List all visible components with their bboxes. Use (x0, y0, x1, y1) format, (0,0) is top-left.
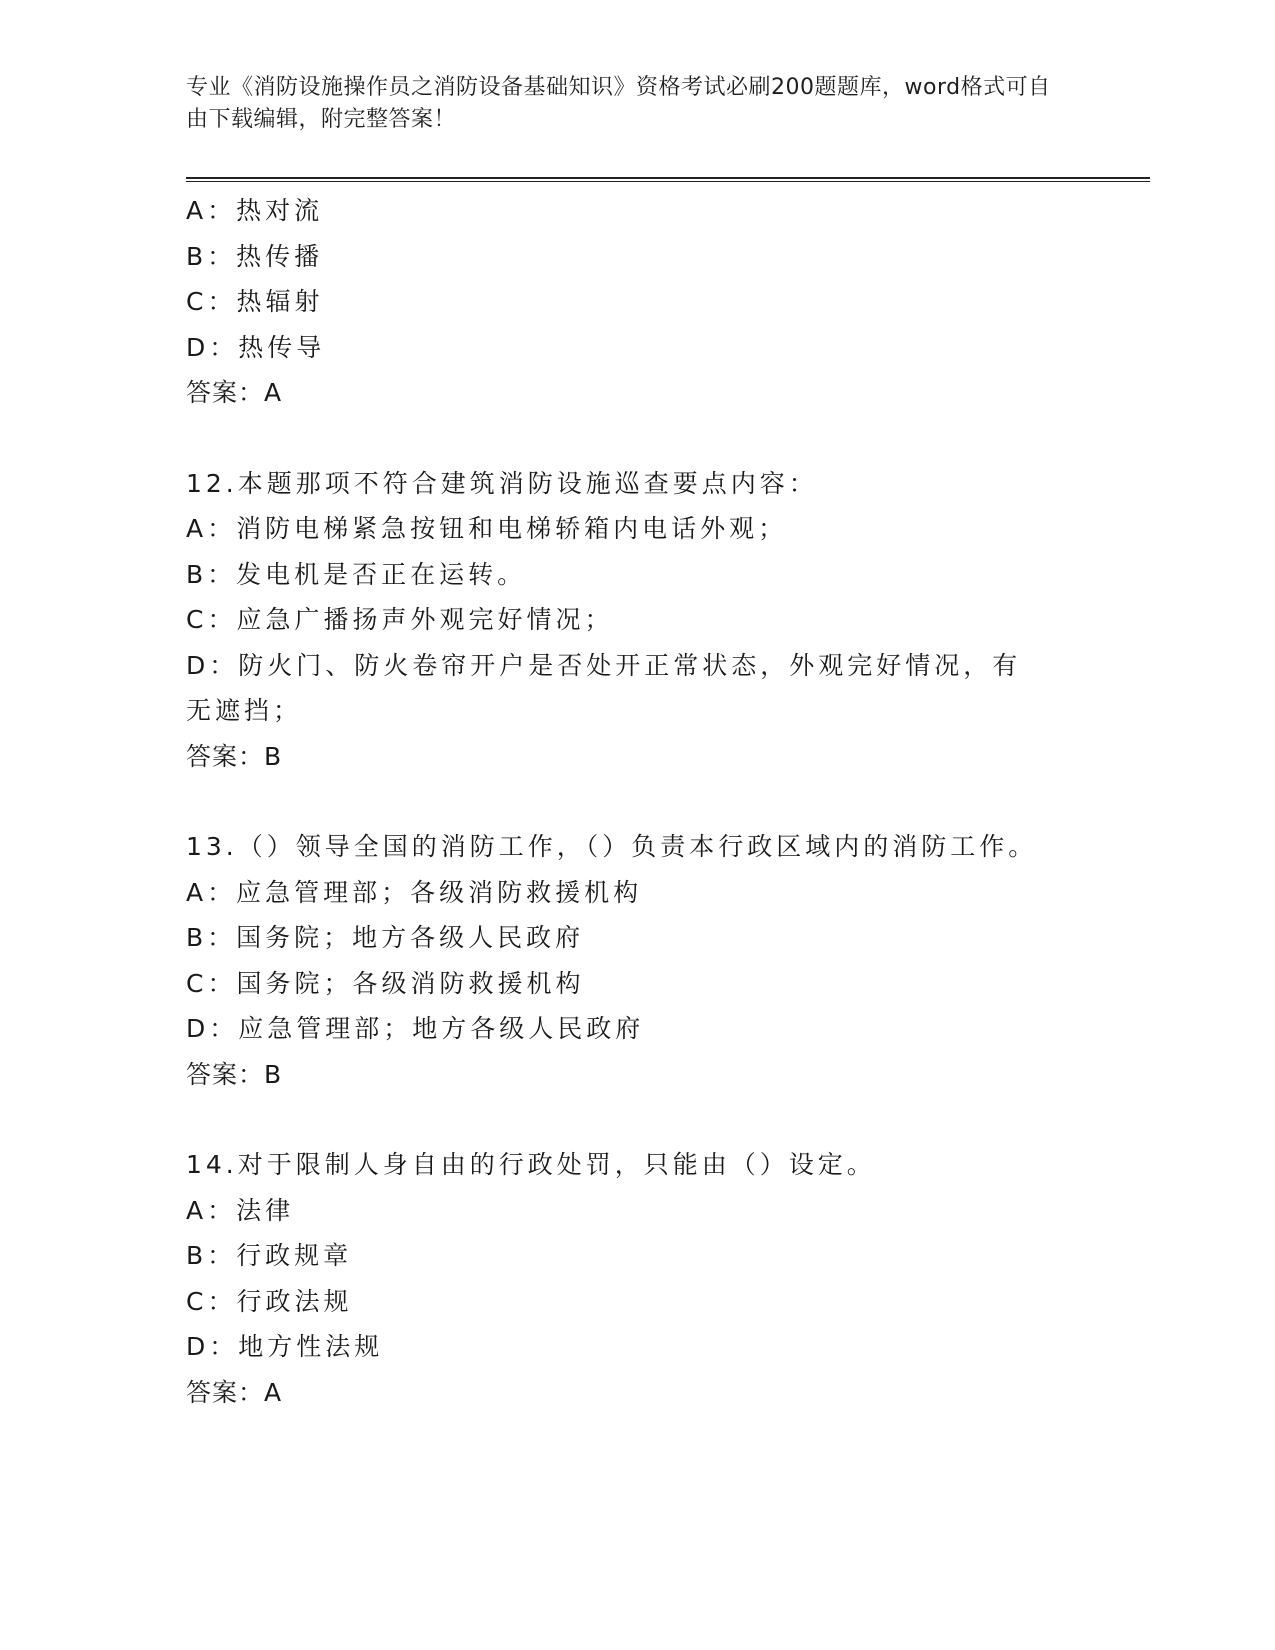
header-divider (186, 177, 1150, 182)
option-a: A：法律 (186, 1195, 295, 1225)
option-a: A：消防电梯紧急按钮和电梯轿箱内电话外观； (186, 514, 788, 543)
question-stem: 13.（）领导全国的消防工作，（）负责本行政区域内的消防工作。 (186, 832, 1038, 861)
answer-line: 答案：B (186, 1059, 283, 1089)
question-block (186, 1142, 1086, 1415)
question-stem: 12.本题那项不符合建筑消防设施巡查要点内容： (186, 468, 818, 498)
page-header: 专业《消防设施操作员之消防设备基础知识》资格考试必刷200题题库，word格式可自由下载编辑，附完整答案！ (186, 75, 1051, 132)
option-c: C：应急广播扬声外观完好情况； (186, 605, 614, 634)
option-c: C：行政法规 (186, 1286, 353, 1316)
option-b: B：国务院；地方各级人民政府 (186, 923, 585, 952)
spacer (186, 1097, 1086, 1142)
option-a: A：热对流 (186, 196, 324, 225)
option-d: D：防火门、防火卷帘开户是否处开正常状态，外观完好情况，有无遮挡； (186, 650, 1022, 725)
option-b: B：热传播 (186, 241, 324, 271)
option-d: D：地方性法规 (186, 1332, 384, 1361)
option-d: D：应急管理部；地方各级人民政府 (186, 1014, 645, 1043)
question-block (186, 461, 1086, 780)
question-list (186, 188, 1086, 1415)
option-c: C：国务院；各级消防救援机构 (186, 968, 585, 998)
answer-line: 答案：A (186, 378, 283, 407)
answer-line: 答案：B (186, 741, 283, 771)
question-block (186, 824, 1086, 1097)
answer-line: 答案：A (186, 1377, 283, 1407)
option-b: B：发电机是否正在运转。 (186, 559, 527, 589)
spacer (186, 779, 1086, 824)
option-c: C：热辐射 (186, 287, 324, 316)
option-d: D：热传导 (186, 332, 326, 362)
option-b: B：行政规章 (186, 1241, 353, 1270)
spacer (186, 416, 1086, 461)
option-a: A：应急管理部；各级消防救援机构 (186, 877, 643, 907)
question-stem: 14.对于限制人身自由的行政处罚，只能由（）设定。 (186, 1150, 876, 1179)
question-block (186, 188, 1086, 416)
